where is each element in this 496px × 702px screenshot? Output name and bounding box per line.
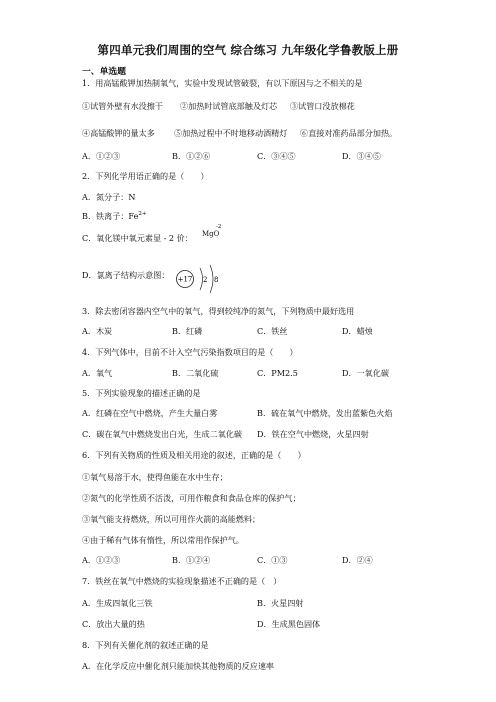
q1-item-4: ④高锰酸钾的量太多 [82,128,155,138]
q1-item-1: ①试管外壁有水没擦干 [82,101,163,111]
question-8-stem: 8．下列有关催化剂的叙述正确的是 [82,640,209,650]
q2-valence: -2 [216,224,222,230]
q3-option-c: C．铁丝 [257,326,288,336]
q1-option-d: D．③④⑤ [342,151,381,161]
q6-option-b: B．①②④ [172,555,211,565]
shell-2-arc [210,265,213,293]
nucleus-charge: +17 [177,275,193,284]
q6-item-3: ③氧气能支持燃烧，所以可用作火箭的高能燃料； [82,514,261,524]
shell-2-electrons: 8 [214,276,219,284]
q6-option-a: A．①②③ [82,555,121,565]
q5-option-a: A．红磷在空气中燃烧，产生大量白雾 [82,408,218,418]
question-6-stem: 6．下列有关物质的性质及相关用途的叙述，正确的是（ ） [82,450,306,460]
q1-item-2: ②加热时试管底部触及灯芯 [180,101,278,111]
q2-option-b-text: B．铁离子：Fe [82,211,139,221]
q4-option-a: A．氧气 [82,368,113,378]
q6-option-c: C．①③ [257,555,288,565]
q1-item-5: ⑤加热过程中不时地移动酒精灯 [174,128,288,138]
question-5-stem: 5．下列实验现象的描述正确的是 [82,388,201,398]
q1-option-b: B．①②⑥ [172,151,211,161]
q4-option-c: C．PM2.5 [257,368,298,378]
q3-option-a: A．木炭 [82,326,113,336]
page-title: 第四单元我们周围的空气 综合练习 九年级化学鲁教版上册 [97,43,399,57]
q4-option-d: D．一氧化碳 [342,368,389,378]
q5-option-c: C．碳在氧气中燃烧发出白光，生成二氧化碳 [82,429,242,439]
q6-item-2: ②氮气的化学性质不活泼，可用作粮食和食品仓库的保护气； [82,493,301,503]
question-4-stem: 4．下列气体中，目前不计入空气污染指数项目的是（ ） [82,347,298,357]
q3-option-d: D．蜡烛 [342,326,373,336]
shell-1-electrons: 2 [203,276,208,284]
q8-option-a: A．在化学反应中催化剂只能加快其他物质的反应速率 [82,661,275,671]
question-3-stem: 3．除去密闭容器内空气中的氧气，得到较纯净的氮气，下列物质中最好选用 [82,306,355,316]
q7-option-b: B．火星四射 [257,598,304,608]
question-1-stem: 1．用高锰酸钾加热制氧气，实验中发现试管破裂，有以下原因与之不相关的是 [82,78,363,88]
q1-item-6: ⑥直接对准药品部分加热。 [300,128,398,138]
q2-charge-superscript: 2+ [138,211,147,217]
q2-option-a: A．氮分子：N [82,192,136,202]
q2-option-b [82,211,147,222]
q6-item-1: ①氧气易溶于水，使得鱼能在水中生存； [82,472,228,482]
q2-option-c: C．氧化镁中氧元素显 - 2 价： [82,233,193,243]
q2-formula-text: MgO -2 [202,224,222,238]
q6-option-d: D．②④ [342,555,373,565]
q7-option-d: D．生成黑色固体 [257,619,321,629]
q5-option-b: B．硫在氧气中燃烧，发出蓝紫色火焰 [257,408,393,418]
q2-formula [202,224,222,238]
q6-item-4: ④由于稀有气体有惰性，所以常用作保护气。 [82,535,244,545]
q1-option-a: A．①②③ [82,151,121,161]
question-7-stem: 7．铁丝在氧气中燃烧的实验现象描述不正确的是（ ） [82,576,282,586]
chloride-ion-diagram [174,262,234,296]
q1-item-3: ③试管口没放棉花 [290,101,355,111]
q2-option-d: D．氯离子结构示意图： [82,270,170,280]
q7-option-a: A．生成四氧化三铁 [82,598,153,608]
q7-option-c: C．放出大量的热 [82,619,145,629]
q1-option-c: C．③④⑤ [257,151,296,161]
q4-option-b: B．二氧化硫 [172,368,219,378]
question-2-stem: 2．下列化学用语正确的是（ ） [82,171,209,181]
q3-option-b: B．红磷 [172,326,203,336]
q5-option-d: D．铁在空气中燃烧，火星四射 [257,429,369,439]
section-heading: 一、单选题 [82,67,126,77]
